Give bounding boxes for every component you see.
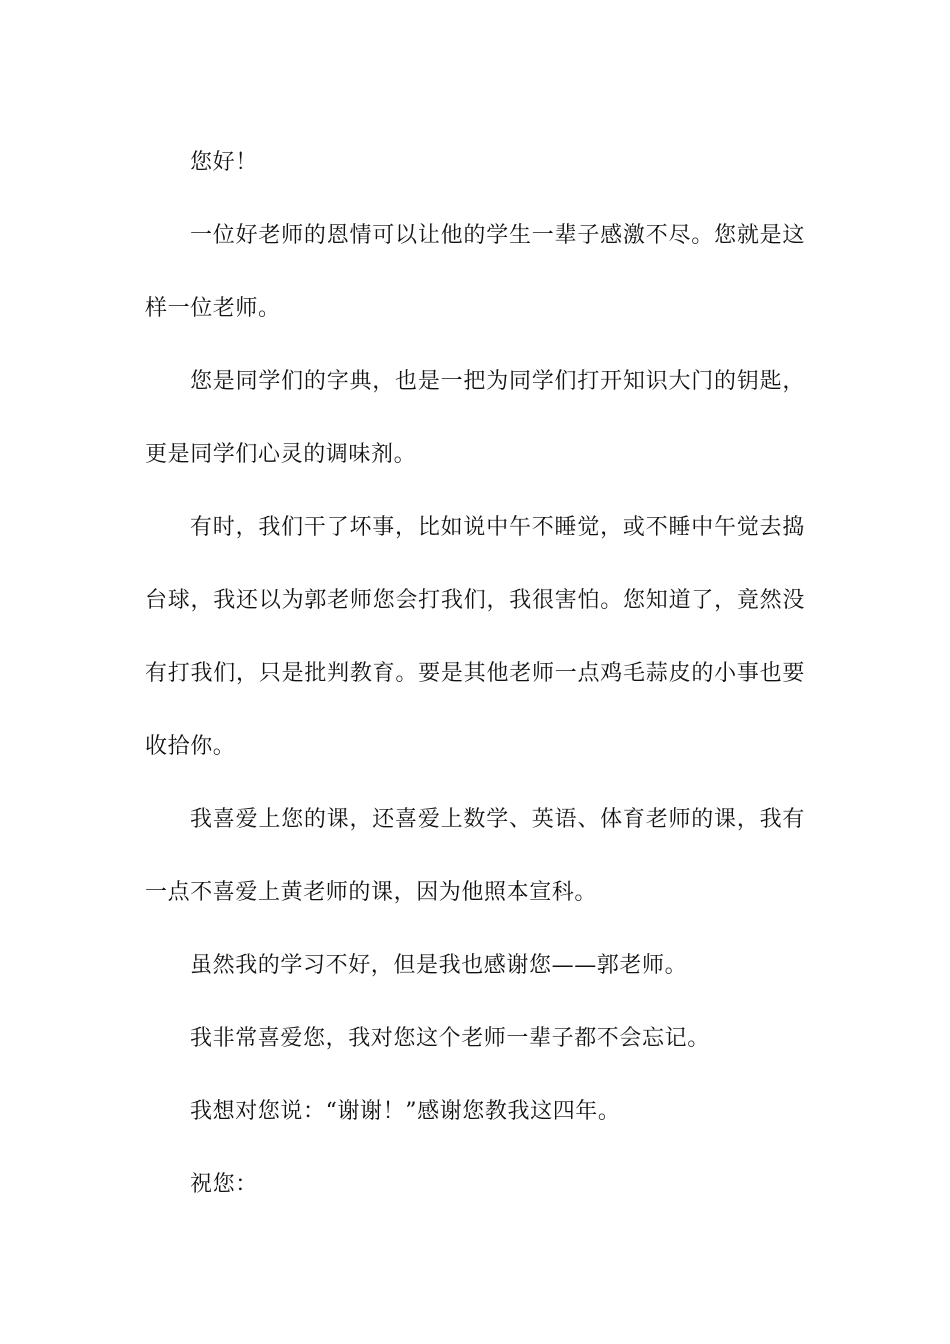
- paragraph-5: 虽然我的学习不好，但是我也感谢您——郭老师。: [190, 953, 688, 978]
- closing-wish: 祝您：: [190, 1172, 258, 1197]
- paragraph-1: 一位好老师的恩情可以让他的学生一辈子感激不尽。您就是这样一位老师。: [145, 223, 805, 321]
- paragraph-7: 我想对您说：“谢谢！”感谢您教我这四年。: [190, 1099, 621, 1124]
- greeting: 您好！: [190, 150, 258, 175]
- paragraph-3: 有时，我们干了坏事，比如说中午不睡觉，或不睡中午觉去捣台球，我还以为郭老师您会打我们，我很害怕。您知道了，竟然没有打我们，只是批判教育。要是其他老师一点鸡毛蒜皮的小事也要收拾你。: [145, 515, 805, 759]
- paragraph-2: 您是同学们的字典，也是一把为同学们打开知识大门的钥匙，更是同学们心灵的调味剂。: [145, 369, 805, 467]
- paragraph-4: 我喜爱上您的课，还喜爱上数学、英语、体育老师的课，我有一点不喜爱上黄老师的课，因为他照本宣科。: [145, 807, 805, 905]
- paragraph-6: 我非常喜爱您，我对您这个老师一辈子都不会忘记。: [190, 1026, 710, 1051]
- letter-body: [145, 126, 805, 1221]
